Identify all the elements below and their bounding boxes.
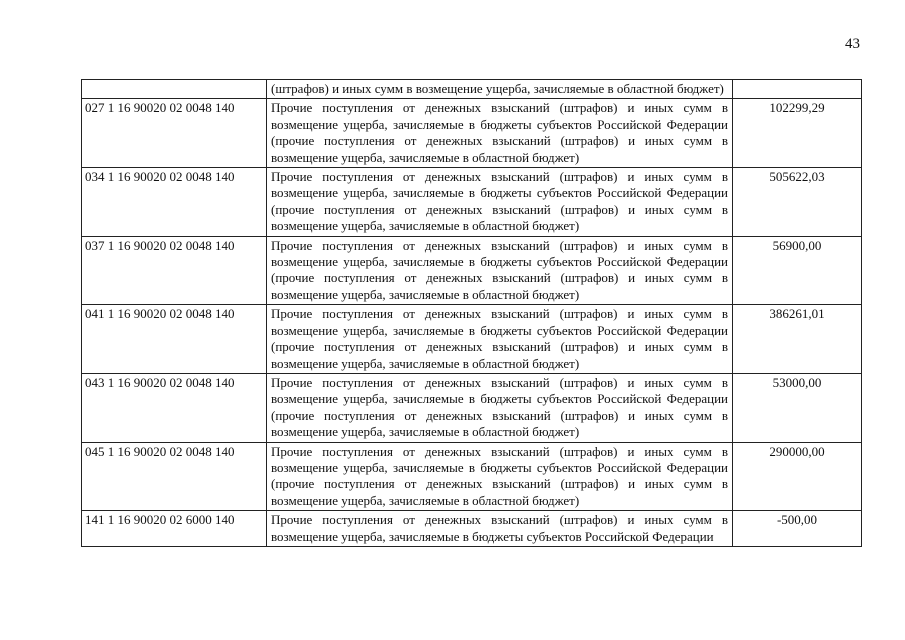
description-cell: (штрафов) и иных сумм в возмещение ущерба, зачисляемые в областной бюджет)	[267, 80, 733, 99]
amount-cell: 56900,00	[733, 236, 862, 305]
description-cell: Прочие поступления от денежных взысканий (штрафов) и иных сумм в возмещение ущерба, зачисляемые в бюджеты субъектов Российской Федерации (прочие поступления от денежных взысканий (штрафов) и иных сумм в возмещение ущерба, зачисляемые в областной бюджет)	[267, 236, 733, 305]
description-cell: Прочие поступления от денежных взысканий (штрафов) и иных сумм в возмещение ущерба, зачисляемые в бюджеты субъектов Российской Федерации (прочие поступления от денежных взысканий (штрафов) и иных сумм в возмещение ущерба, зачисляемые в областной бюджет)	[267, 168, 733, 237]
description-cell: Прочие поступления от денежных взысканий (штрафов) и иных сумм в возмещение ущерба, зачисляемые в бюджеты субъектов Российской Федерации (прочие поступления от денежных взысканий (штрафов) и иных сумм в возмещение ущерба, зачисляемые в областной бюджет)	[267, 373, 733, 442]
table-row	[82, 305, 862, 374]
amount-cell: 290000,00	[733, 442, 862, 511]
revenue-table	[81, 79, 862, 547]
amount-cell: 53000,00	[733, 373, 862, 442]
amount-cell: 386261,01	[733, 305, 862, 374]
page-number: 43	[845, 36, 860, 52]
description-cell: Прочие поступления от денежных взысканий (штрафов) и иных сумм в возмещение ущерба, зачисляемые в бюджеты субъектов Российской Федерации (прочие поступления от денежных взысканий (штрафов) и иных сумм в возмещение ущерба, зачисляемые в областной бюджет)	[267, 99, 733, 168]
table-row	[82, 80, 862, 99]
amount-cell	[733, 80, 862, 99]
table-row	[82, 511, 862, 547]
table-row	[82, 373, 862, 442]
description-cell: Прочие поступления от денежных взысканий (штрафов) и иных сумм в возмещение ущерба, зачисляемые в бюджеты субъектов Российской Федерации (прочие поступления от денежных взысканий (штрафов) и иных сумм в возмещение ущерба, зачисляемые в областной бюджет)	[267, 442, 733, 511]
budget-code-cell: 034 1 16 90020 02 0048 140	[82, 168, 267, 237]
budget-code-cell: 141 1 16 90020 02 6000 140	[82, 511, 267, 547]
budget-code-cell: 041 1 16 90020 02 0048 140	[82, 305, 267, 374]
budget-code-cell: 043 1 16 90020 02 0048 140	[82, 373, 267, 442]
budget-code-cell: 037 1 16 90020 02 0048 140	[82, 236, 267, 305]
table-row	[82, 236, 862, 305]
description-cell: Прочие поступления от денежных взысканий (штрафов) и иных сумм в возмещение ущерба, зачисляемые в бюджеты субъектов Российской Федерации	[267, 511, 733, 547]
table-row	[82, 99, 862, 168]
amount-cell: 505622,03	[733, 168, 862, 237]
amount-cell: -500,00	[733, 511, 862, 547]
description-cell: Прочие поступления от денежных взысканий (штрафов) и иных сумм в возмещение ущерба, зачисляемые в бюджеты субъектов Российской Федерации (прочие поступления от денежных взысканий (штрафов) и иных сумм в возмещение ущерба, зачисляемые в областной бюджет)	[267, 305, 733, 374]
table-row	[82, 442, 862, 511]
budget-code-cell	[82, 80, 267, 99]
budget-code-cell: 045 1 16 90020 02 0048 140	[82, 442, 267, 511]
budget-code-cell: 027 1 16 90020 02 0048 140	[82, 99, 267, 168]
amount-cell: 102299,29	[733, 99, 862, 168]
table-row	[82, 168, 862, 237]
